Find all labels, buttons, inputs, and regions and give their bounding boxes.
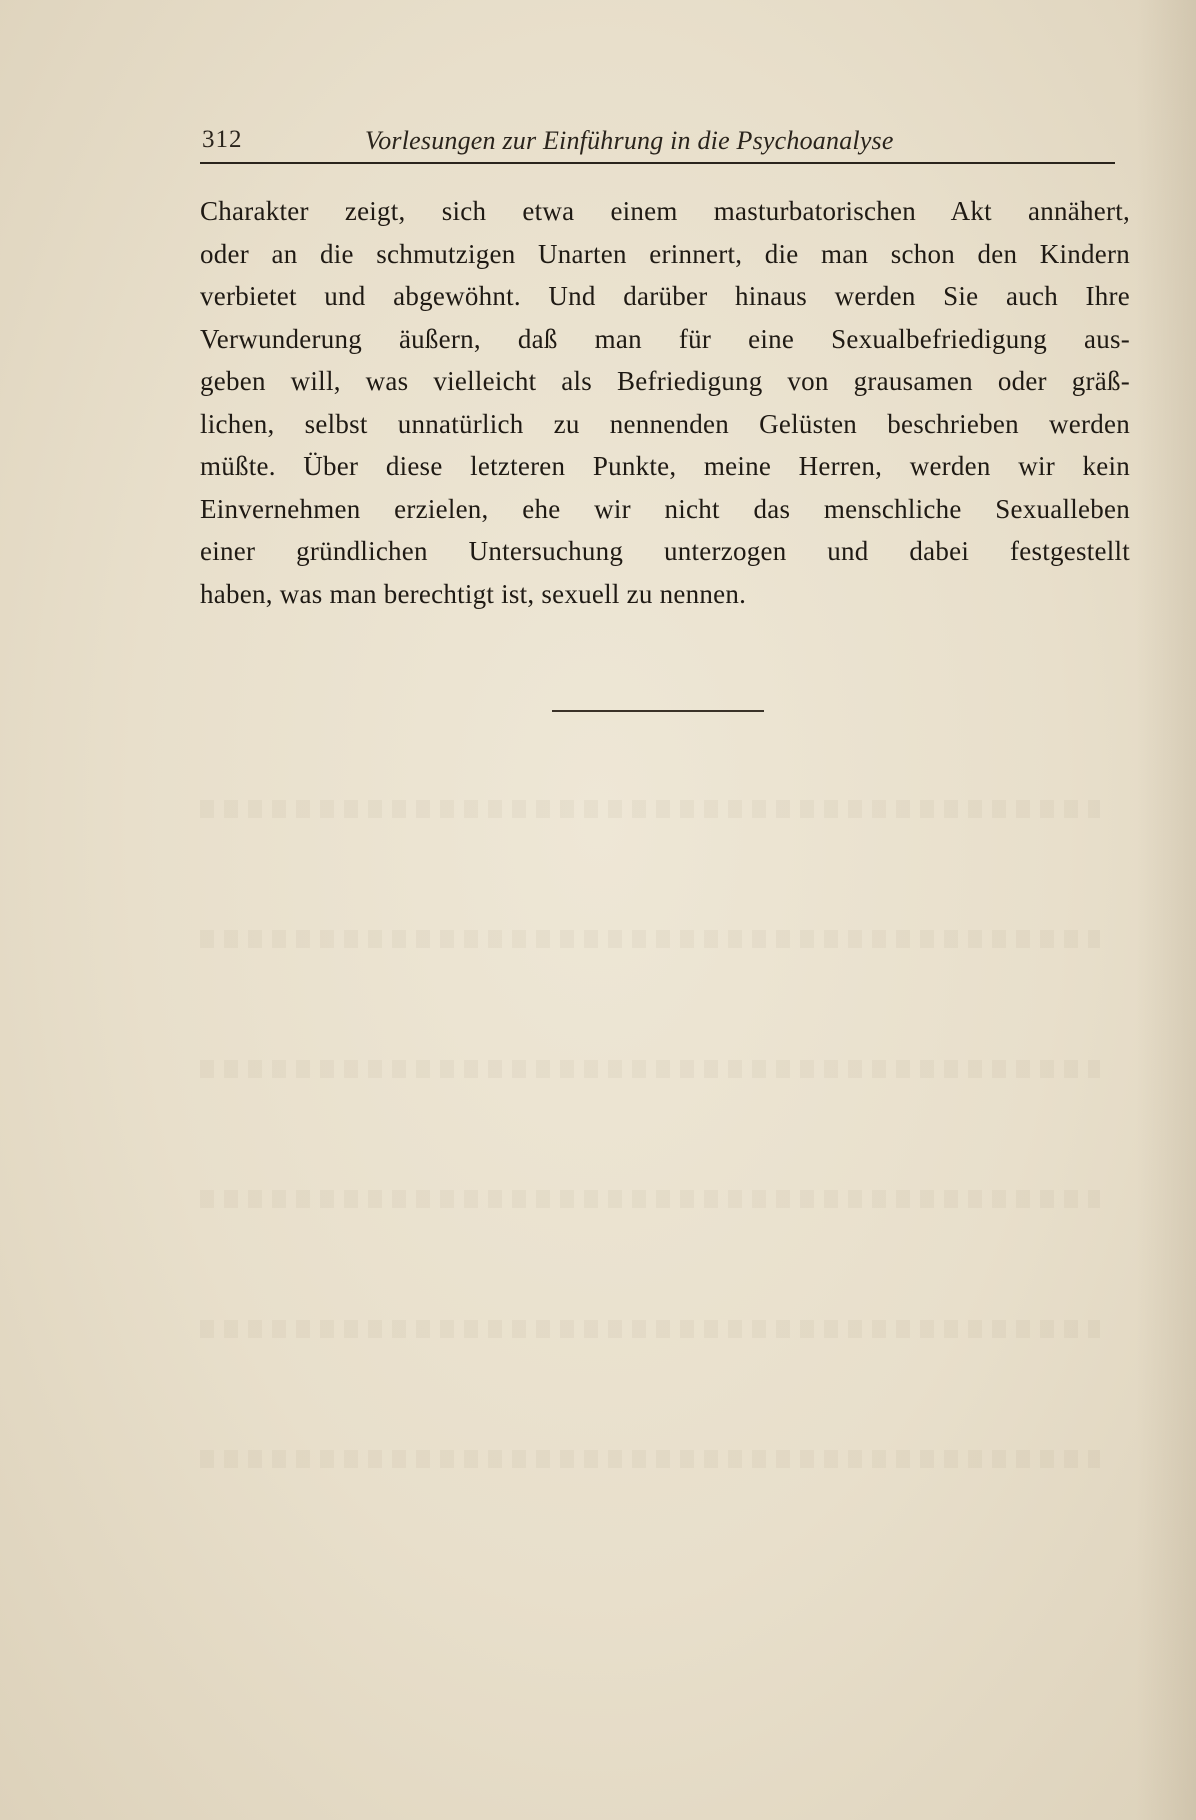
section-end-rule (552, 710, 764, 712)
page-header (200, 120, 1115, 164)
text-line-last: haben, was man berechtigt ist, sexuell zu nennen. (200, 578, 747, 609)
show-through-texture (200, 1190, 1100, 1208)
text-line: oder an die schmutzigen Unarten erinnert, die man schon den Kindern (200, 238, 1130, 269)
text-line: Charakter zeigt, sich etwa einem masturbatorischen Akt annähert, (200, 196, 1130, 226)
text-line: verbietet und abgewöhnt. Und darüber hinaus werden Sie auch Ihre (200, 281, 1130, 311)
show-through-texture (200, 1320, 1100, 1338)
page-edge-shadow (1136, 0, 1196, 1820)
text-line: lichen, selbst unnatürlich zu nennenden Gelüsten beschrieben werden (200, 408, 1130, 439)
show-through-texture (200, 1060, 1100, 1078)
running-title: Vorlesungen zur Einführung in die Psychoanalyse (365, 126, 894, 155)
text-line: Verwunderung äußern, daß man für eine Sexualbefriedigung aus- (200, 323, 1130, 354)
text-line: Einvernehmen erzielen, ehe wir nicht das menschliche Sexualleben (200, 493, 1130, 524)
body-paragraph (200, 190, 1130, 615)
text-line: einer gründlichen Untersuchung unterzogen und dabei festgestellt (200, 536, 1130, 566)
show-through-texture (200, 1450, 1100, 1468)
text-line: müßte. Über diese letzteren Punkte, meine Herren, werden wir kein (200, 451, 1130, 481)
page-number: 312 (202, 126, 243, 153)
show-through-texture (200, 930, 1100, 948)
text-line: geben will, was vielleicht als Befriedigung von grausamen oder gräß- (200, 366, 1130, 396)
show-through-texture (200, 800, 1100, 818)
